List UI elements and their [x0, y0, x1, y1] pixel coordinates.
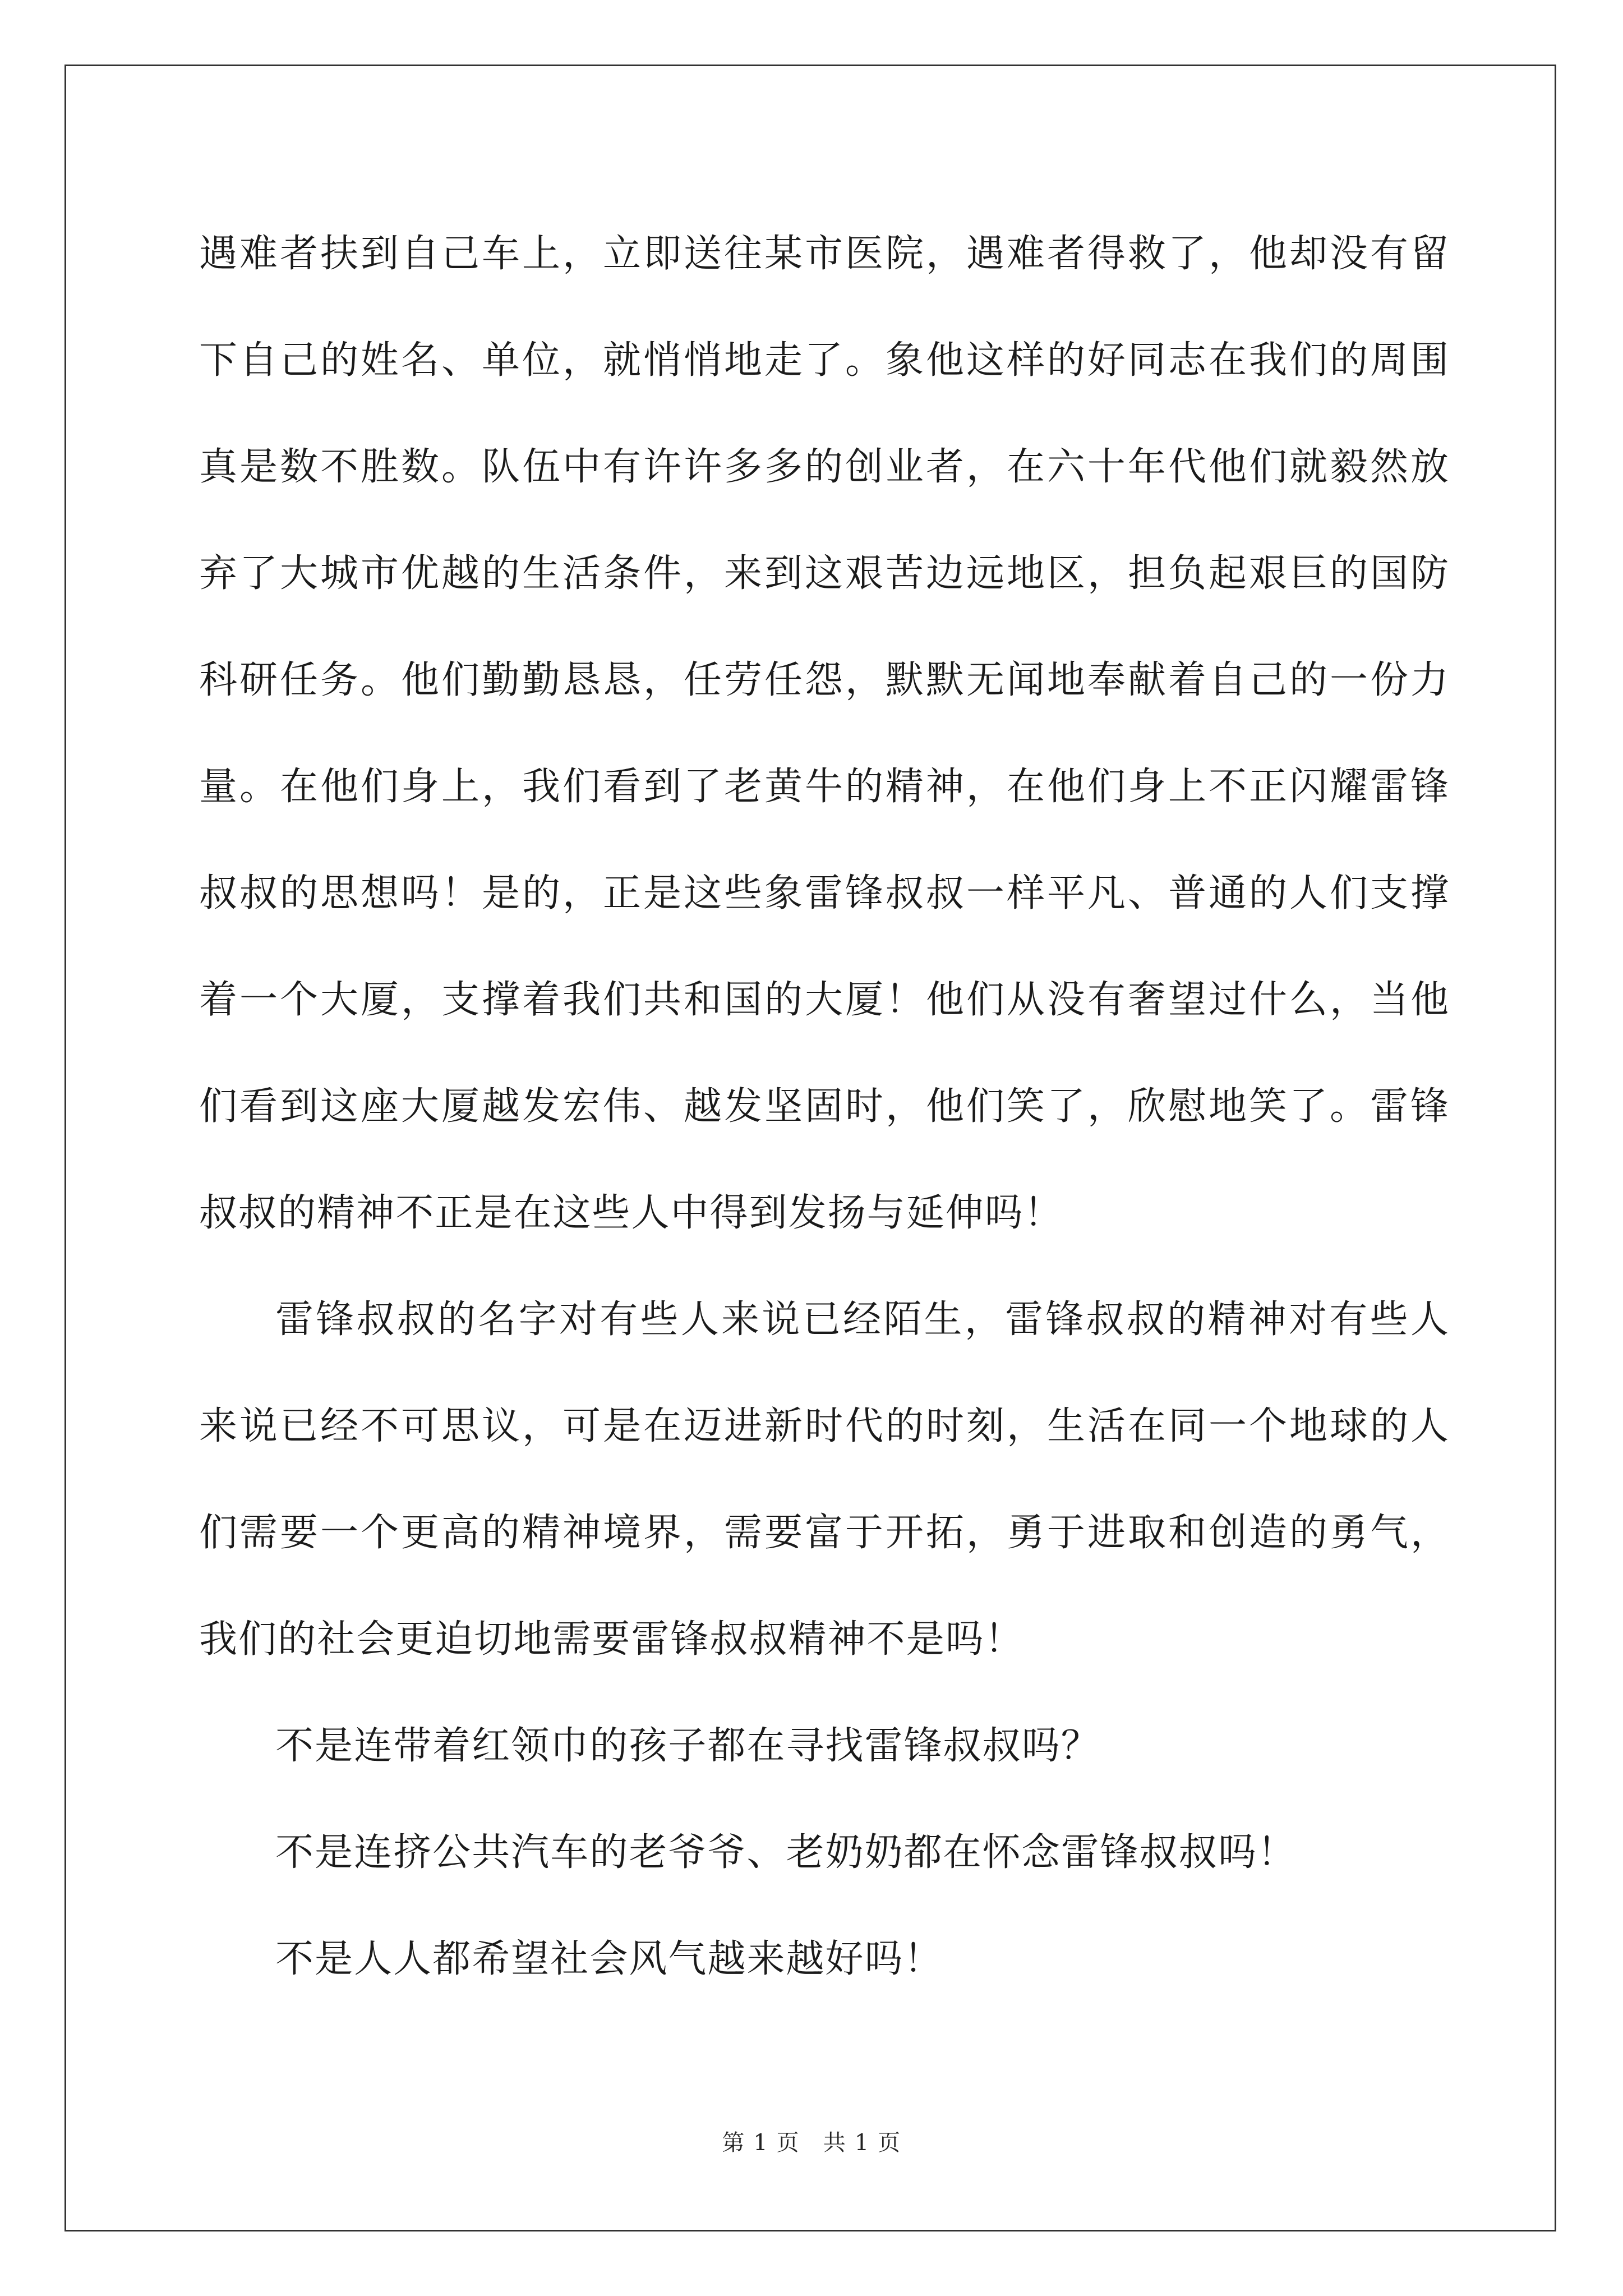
document-body [199, 201, 1450, 2013]
paragraph-1: 遇难者扶到自己车上，立即送往某市医院，遇难者得救了，他却没有留下自己的姓名、单位，就悄悄地走了。象他这样的好同志在我们的周围真是数不胜数。队伍中有许许多多的创业者，在六十年代他们就毅然放弃了大城市优越的生活条件，来到这艰苦边远地区，担负起艰巨的国防科研任务。他们勤勤恳恳，任劳任怨，默默无闻地奉献着自己的一份力量。在他们身上，我们看到了老黄牛的精神，在他们身上不正闪耀雷锋叔叔的思想吗！是的，正是这些象雷锋叔叔一样平凡、普通的人们支撑着一个大厦，支撑着我们共和国的大厦！他们从没有奢望过什么，当他们看到这座大厦越发宏伟、越发坚固时，他们笑了，欣慰地笑了。雷锋叔叔的精神不正是在这些人中得到发扬与延伸吗！ [199, 232, 1450, 1235]
paragraph-3: 不是连带着红领巾的孩子都在寻找雷锋叔叔吗？ [275, 1724, 1100, 1768]
paragraph-2: 雷锋叔叔的名字对有些人来说已经陌生，雷锋叔叔的精神对有些人来说已经不可思议，可是在迈进新时代的时刻，生活在同一个地球的人们需要一个更高的精神境界，需要富于开拓，勇于进取和创造的勇气，我们的社会更迫切地需要雷锋叔叔精神不是吗！ [199, 1297, 1450, 1662]
page-footer: 第 1 页 共 1 页 [722, 2130, 901, 2156]
paragraph-4: 不是连挤公共汽车的老爷爷、老奶奶都在怀念雷锋叔叔吗！ [275, 1830, 1297, 1875]
paragraph-5: 不是人人都希望社会风气越来越好吗！ [275, 1937, 943, 1981]
